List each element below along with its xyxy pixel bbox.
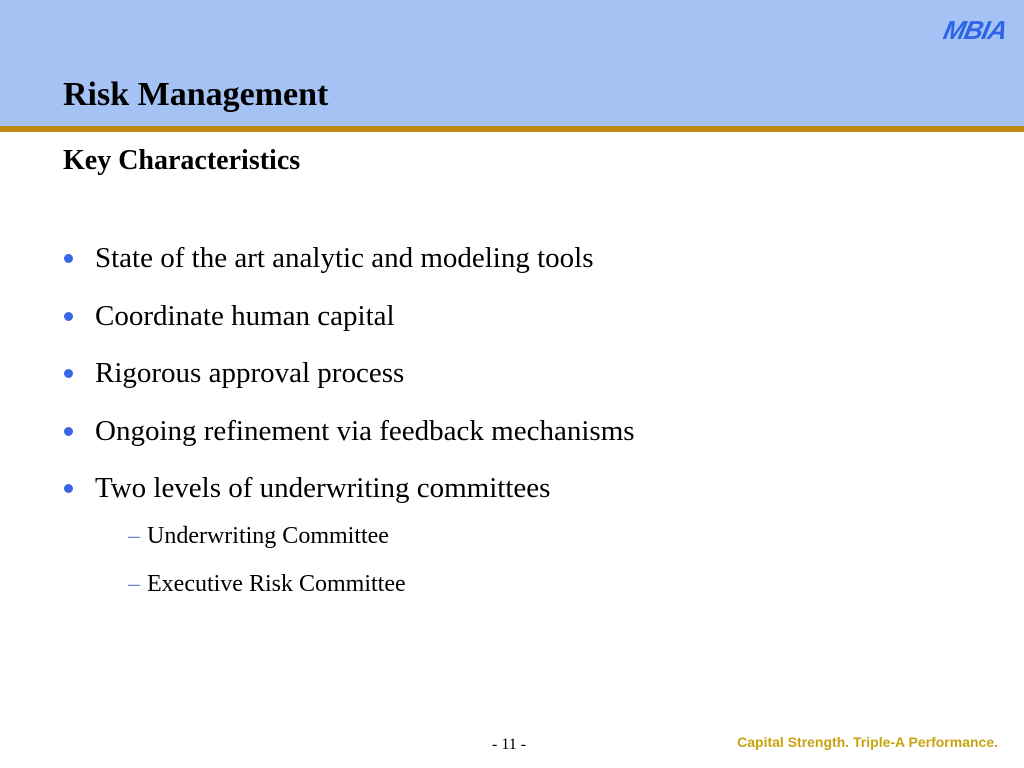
bullet-item — [63, 288, 635, 346]
bullet-item — [63, 403, 635, 461]
header-divider-rule — [0, 126, 1024, 132]
bullet-text: Rigorous approval process — [95, 357, 405, 390]
bullet-text: Coordinate human capital — [95, 299, 395, 332]
sub-bullet-item — [128, 560, 406, 608]
bullet-text: State of the art analytic and modeling tools — [95, 242, 594, 275]
bullet-text: Ongoing refinement via feedback mechanisms — [95, 414, 635, 447]
dash-icon: – — [128, 570, 140, 597]
bullet-dot-icon — [64, 312, 73, 321]
slide-subtitle: Key Characteristics — [63, 145, 301, 176]
page-number: - 11 - — [492, 736, 527, 753]
sub-bullet-text: Executive Risk Committee — [147, 570, 406, 597]
bullet-text: Two levels of underwriting committees — [95, 472, 551, 505]
footer-tagline: Capital Strength. Triple-A Performance. — [737, 734, 998, 750]
bullet-dot-icon — [64, 254, 73, 263]
sub-bullet-list — [128, 512, 406, 608]
bullet-dot-icon — [64, 369, 73, 378]
bullet-item — [63, 230, 635, 288]
sub-bullet-text: Underwriting Committee — [147, 522, 389, 549]
sub-bullet-item — [128, 512, 406, 560]
bullet-dot-icon — [64, 484, 73, 493]
dash-icon: – — [128, 522, 140, 549]
bullet-item — [63, 460, 635, 518]
slide-title: Risk Management — [63, 76, 329, 113]
mbia-logo: MBIA — [940, 15, 1010, 45]
bullet-dot-icon — [64, 427, 73, 436]
bullet-item — [63, 345, 635, 403]
bullet-list — [63, 230, 635, 518]
